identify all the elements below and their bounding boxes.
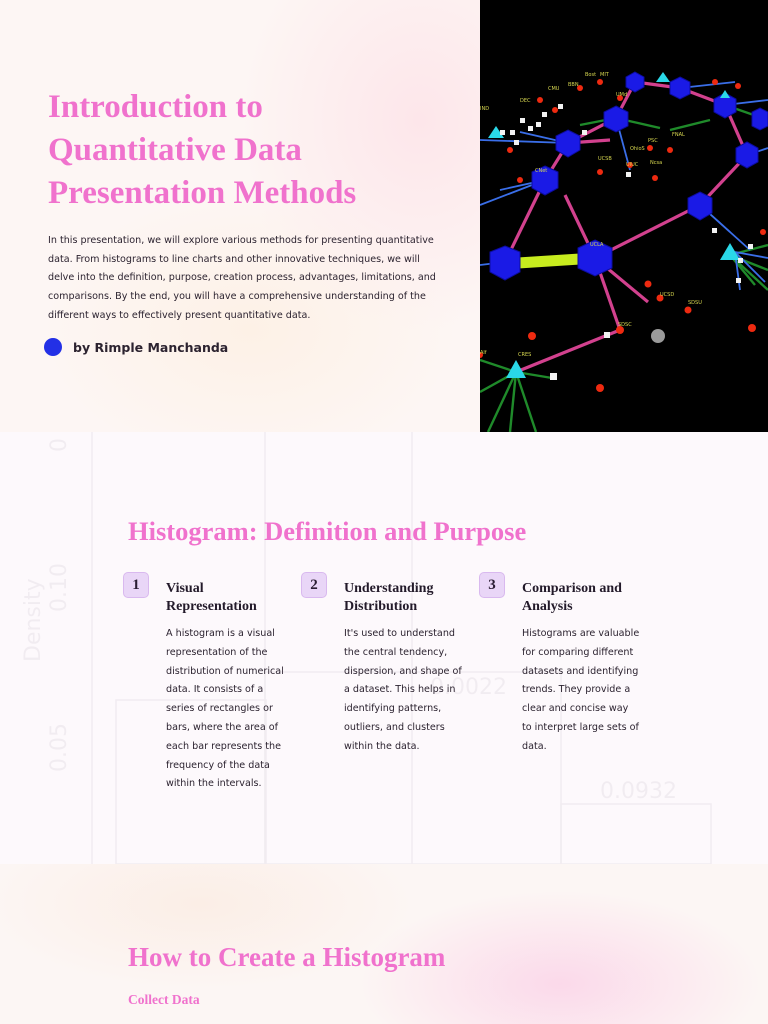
card-number-badge: 2 bbox=[301, 572, 327, 598]
svg-text:UCSD: UCSD bbox=[660, 292, 675, 298]
author-name: by Rimple Manchanda bbox=[73, 339, 229, 355]
section-title: How to Create a Histogram bbox=[128, 942, 446, 972]
svg-text:PSC: PSC bbox=[648, 138, 658, 144]
svg-text:IND: IND bbox=[480, 106, 490, 112]
card-title: Visual Representation bbox=[166, 581, 257, 614]
svg-text:MIT: MIT bbox=[600, 72, 609, 78]
slide-title: Introduction to Quantitative Data Presentation Methods bbox=[48, 89, 357, 211]
card-title: Comparison and Analysis bbox=[522, 581, 622, 614]
svg-text:FNAL: FNAL bbox=[672, 132, 685, 138]
section-title: Histogram: Definition and Purpose bbox=[128, 516, 527, 546]
svg-text:Alf: Alf bbox=[480, 350, 487, 356]
highlight-link bbox=[518, 259, 580, 263]
svg-text:SDSU: SDSU bbox=[688, 300, 702, 306]
card-body: Histograms are valuable for comparing different datasets and identifying trends. They provide a clear and concise way to interpret large sets of data. bbox=[522, 628, 640, 752]
card-title: Understanding Distribution bbox=[344, 581, 434, 614]
svg-text:DEC: DEC bbox=[520, 98, 531, 104]
card-body: It's used to understand the central tendency, dispersion, and shape of a dataset. This helps in identifying patterns, outliers, and clusters within the data. bbox=[344, 628, 462, 752]
svg-text:0.05: 0.05 bbox=[47, 723, 72, 772]
svg-text:UCLA: UCLA bbox=[590, 242, 604, 248]
title-slide bbox=[0, 0, 768, 432]
network-graph-image bbox=[480, 0, 768, 432]
svg-text:BBN: BBN bbox=[568, 82, 579, 88]
svg-text:0.10: 0.10 bbox=[47, 563, 72, 612]
card-number-badge: 3 bbox=[479, 572, 505, 598]
svg-text:SDSC: SDSC bbox=[618, 322, 632, 328]
card-body: A histogram is a visual representation of the distribution of numerical data. It consists of a series of rectangles or bars, where the area of each bar represents the frequency of the data within the intervals. bbox=[166, 628, 284, 790]
avatar bbox=[44, 338, 62, 356]
grey-node bbox=[651, 329, 665, 343]
svg-text:CNet: CNet bbox=[535, 168, 548, 174]
svg-text:Bost: Bost bbox=[585, 72, 597, 78]
svg-text:UMd: UMd bbox=[616, 92, 628, 98]
svg-text:UCSB: UCSB bbox=[598, 156, 612, 162]
svg-text:CRES: CRES bbox=[518, 352, 532, 358]
network-graph bbox=[480, 0, 768, 432]
author-line bbox=[44, 336, 228, 358]
svg-text:0: 0 bbox=[47, 438, 72, 452]
svg-text:CMU: CMU bbox=[548, 86, 560, 92]
card-number-badge: 1 bbox=[123, 572, 149, 598]
create-histogram-slide bbox=[0, 864, 768, 1024]
svg-text:0.0932: 0.0932 bbox=[600, 779, 677, 804]
svg-text:0.0022: 0.0022 bbox=[430, 675, 507, 700]
slide-description: In this presentation, we will explore various methods for presenting quantitative data. From histograms to line charts and other innovative techniques, we will delve into the definition, purpose, creation process, advantages, limitations, and comparisons. By the end, you will have a comprehensive understanding of the different ways to effectively present quantitative data. bbox=[48, 235, 436, 321]
svg-text:UIUC: UIUC bbox=[626, 162, 639, 168]
histogram-definition-slide bbox=[0, 432, 768, 864]
step-heading: Collect Data bbox=[128, 992, 200, 1007]
svg-text:Ncsa: Ncsa bbox=[650, 160, 663, 166]
svg-text:OhioS: OhioS bbox=[630, 146, 645, 152]
svg-text:Density: Density bbox=[21, 578, 46, 662]
network-background bbox=[480, 0, 768, 432]
